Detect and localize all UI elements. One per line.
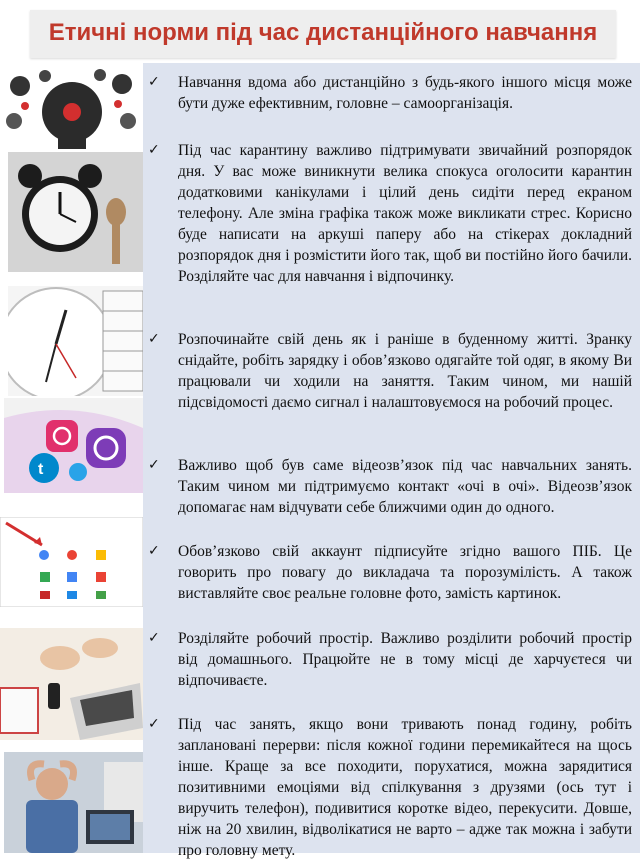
checkmark-icon: ✓: [148, 331, 160, 347]
workspace-laptop-image: [0, 628, 143, 740]
checkmark-icon: ✓: [148, 142, 160, 158]
page-title: Етичні норми під час дистанційного навчання: [48, 19, 598, 46]
list-item: [148, 541, 632, 604]
list-item-text: Розділяйте робочий простір. Важливо розділити робочий простір від домашнього. Працюйте не в тому місці де харчуєтеся чи відпочиваєте.: [178, 630, 632, 689]
list-item: [148, 455, 632, 518]
list-item: [148, 72, 632, 114]
checkmark-icon: ✓: [148, 543, 160, 559]
checkmark-icon: ✓: [148, 457, 160, 473]
list-item-text: Під час занять, якщо вони тривають понад годину, робіть заплановані перерви: після кожної години перемикайтеся на щось інше. Краще за все походити, порухатися, можна зарядитися позитивними емоціями від спілкування з друзями (ось тут і виручить телефон), подивитися коротке відео, перекусити. Довше, ніж на 20 хвилин, відволікатися не варто – адже так можна і забути про головну мету.: [178, 716, 632, 859]
checkmark-icon: ✓: [148, 630, 160, 646]
list-item-text: Навчання вдома або дистанційно з будь-якого іншого місця може бути дуже ефективним, головне – самоорганізація.: [178, 74, 632, 112]
title-banner: [30, 10, 616, 58]
google-apps-screenshot-image: [0, 517, 143, 607]
list-item: [148, 628, 632, 691]
list-item-text: Під час карантину важливо підтримувати звичайний розпорядок дня. У вас може виникнути велика спокуса оголосити карантин додатковими канікулами і цілий день сидіти перед екраном телефону. Але зміна графіка також може викликати стрес. Корисно буде написати на аркуші паперу або на стікерах докладний розпорядок дня і розмістити його так, щоб ви постійно його бачили. Розділяйте час для навчання і відпочинку.: [178, 142, 632, 285]
alarm-clock-image: [8, 152, 143, 272]
list-item: [148, 140, 632, 287]
list-item-text: Розпочинайте свій день як і раніше в буденному житті. Зранку снідайте, робіть зарядку і обов’язково одягайте той одяг, в якому Ви працювали чи ходили на заняття. Таким чином, ми нашій підсвідомості даємо сигнал і налаштовуємося на робочий процес.: [178, 331, 632, 411]
list-item: [148, 714, 632, 861]
clock-calendar-image: [8, 286, 143, 396]
list-item: [148, 329, 632, 413]
svg-text:t: t: [38, 461, 44, 478]
social-apps-image: [4, 398, 143, 493]
head-icons-image: [0, 66, 143, 149]
checkmark-icon: ✓: [148, 74, 160, 90]
stretching-person-image: [4, 752, 143, 853]
list-item-text: Важливо щоб був саме відеозв’язок під час навчальних занять. Таким чином ми підтримуємо контакт «очі в очі». Відеозв’язок допомагає нам відчувати себе ближчими один до одного.: [178, 457, 632, 516]
checkmark-icon: ✓: [148, 716, 160, 732]
list-item-text: Обов’язково свій аккаунт підписуйте згідно вашого ПІБ. Це говорить про повагу до викладача та порозумілість. А також виставляйте своє реальне головне фото, замість картинок.: [178, 543, 632, 602]
